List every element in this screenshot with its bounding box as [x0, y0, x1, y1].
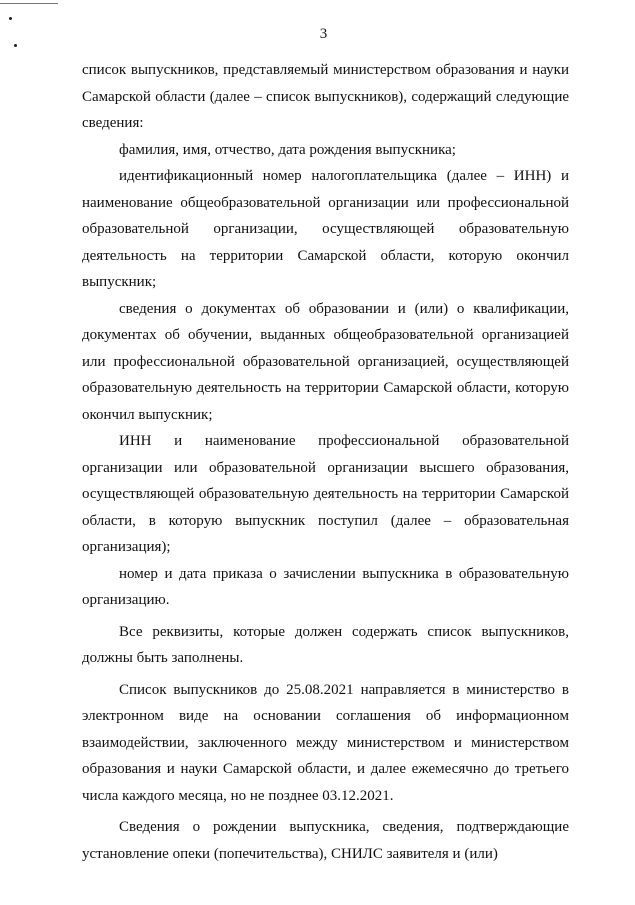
paragraph: Все реквизиты, которые должен содержать список выпускников, должны быть заполнены.	[82, 623, 569, 666]
paragraph: идентификационный номер налогоплательщика (далее – ИНН) и наименование общеобразовательной организации или профессиональной образовательной организации, осуществляющей образовательную деятельность на территории Самарской области, которую окончил выпускник;	[82, 168, 569, 290]
paragraph: фамилия, имя, отчество, дата рождения выпускника;	[119, 141, 456, 158]
scan-artifact-line	[0, 3, 58, 4]
page-number: 3	[319, 26, 328, 42]
paragraph: Список выпускников до 25.08.2021 направляется в министерство в электронном виде на основании соглашения об информационном взаимодействии, заключенного между министерством и министерством образования и науки Самарской области, и далее ежемесячно до третьего числа каждого месяца, но не позднее 03.12.2021.	[82, 681, 569, 804]
document-body	[82, 57, 569, 867]
paragraph: список выпускников, представляемый министерством образования и науки Самарской области (далее – список выпускников), содержащий следующие сведения:	[82, 62, 569, 131]
scan-artifact-dot	[9, 17, 12, 20]
paragraph: сведения о документах об образовании и (или) о квалификации, документах об обучении, выданных общеобразовательной организацией или профессиональной образовательной организацией, осуществляющей образовательную деятельность на территории Самарской области, которую окончил выпускник;	[82, 300, 569, 423]
paragraph: ИНН и наименование профессиональной образовательной организации или образовательной организации высшего образования, осуществляющей образовательную деятельность на территории Самарской области, в которую выпускник поступил (далее – образовательная организация);	[82, 433, 569, 555]
paragraph: номер и дата приказа о зачислении выпускника в образовательную организацию.	[82, 565, 569, 608]
paragraph: Сведения о рождении выпускника, сведения, подтверждающие установление опеки (попечительства), СНИЛС заявителя и (или)	[82, 819, 569, 862]
scan-artifact-dot	[14, 44, 17, 47]
